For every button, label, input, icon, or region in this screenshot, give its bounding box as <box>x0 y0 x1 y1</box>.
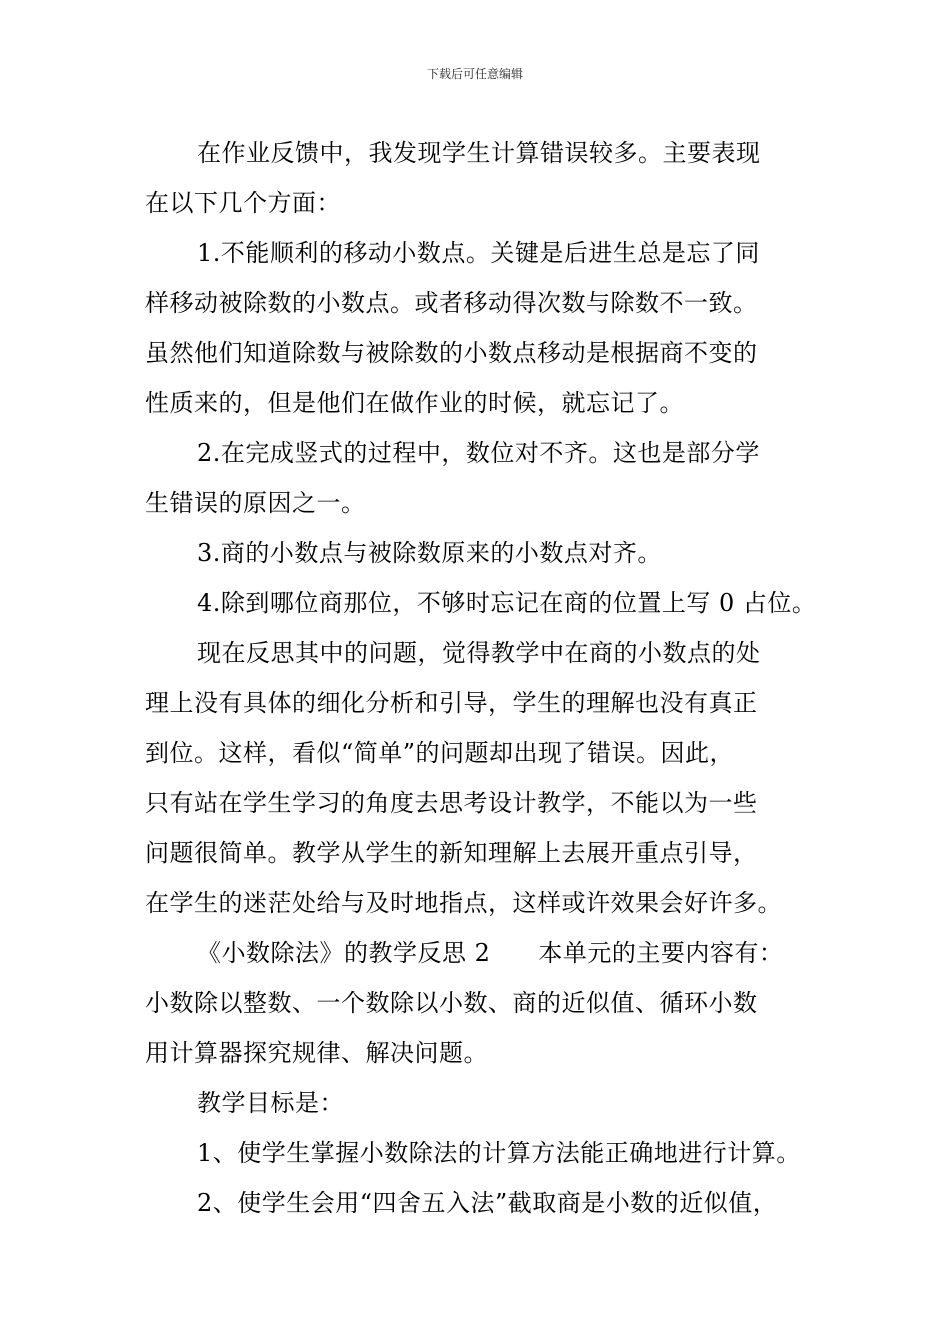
paragraph-line: 样移动被除数的小数点。或者移动得次数与除数不一致。 <box>145 289 758 317</box>
paragraph-line: 2.在完成竖式的过程中，数位对不齐。这也是部分学 <box>197 439 760 467</box>
paragraph-line: 1.不能顺利的移动小数点。关键是后进生总是忘了同 <box>197 239 760 267</box>
paragraph-line: 3.商的小数点与被除数原来的小数点对齐。 <box>197 539 662 567</box>
paragraph-line: 虽然他们知道除数与被除数的小数点移动是根据商不变的 <box>145 339 758 367</box>
section-title-line <box>145 928 817 978</box>
section-title: 《小数除法》的教学反思 2 <box>197 939 491 967</box>
paragraph-line: 教学目标是： <box>197 1089 344 1117</box>
paragraph-line: 理上没有具体的细化分析和引导，学生的理解也没有真正 <box>145 689 758 717</box>
paragraph-line: 生错误的原因之一。 <box>145 489 366 517</box>
paragraph-line: 1、使学生掌握小数除法的计算方法能正确地进行计算。 <box>197 1139 801 1167</box>
paragraph-line: 2、使学生会用“四舍五入法”截取商是小数的近似值， <box>197 1189 778 1217</box>
paragraph-line: 问题很简单。教学从学生的新知理解上去展开重点引导， <box>145 839 758 867</box>
paragraph-line: 只有站在学生学习的角度去思考设计教学，不能以为一些 <box>145 789 758 817</box>
paragraph-line: 小数除以整数、一个数除以小数、商的近似值、循环小数 <box>145 989 758 1017</box>
paragraph-line: 性质来的，但是他们在做作业的时候，就忘记了。 <box>145 389 684 417</box>
paragraph-line: 在作业反馈中，我发现学生计算错误较多。主要表现 <box>197 139 761 167</box>
paragraph-line: 在学生的迷茫处给与及时地指点，这样或许效果会好许多。 <box>145 889 782 917</box>
paragraph-line: 4.除到哪位商那位，不够时忘记在商的位置上写 0 占位。 <box>197 589 817 617</box>
paragraph-line: 到位。这样，看似“简单”的问题却出现了错误。因此， <box>145 739 735 767</box>
paragraph-line: 现在反思其中的问题，觉得教学中在商的小数点的处 <box>197 639 761 667</box>
paragraph-line: 在以下几个方面： <box>145 189 341 217</box>
paragraph-line: 用计算器探究规律、解决问题。 <box>145 1039 488 1067</box>
document-body <box>145 128 817 1228</box>
page-header: 下载后可任意编辑 <box>426 67 523 81</box>
section-intro: 本单元的主要内容有： <box>538 939 784 967</box>
